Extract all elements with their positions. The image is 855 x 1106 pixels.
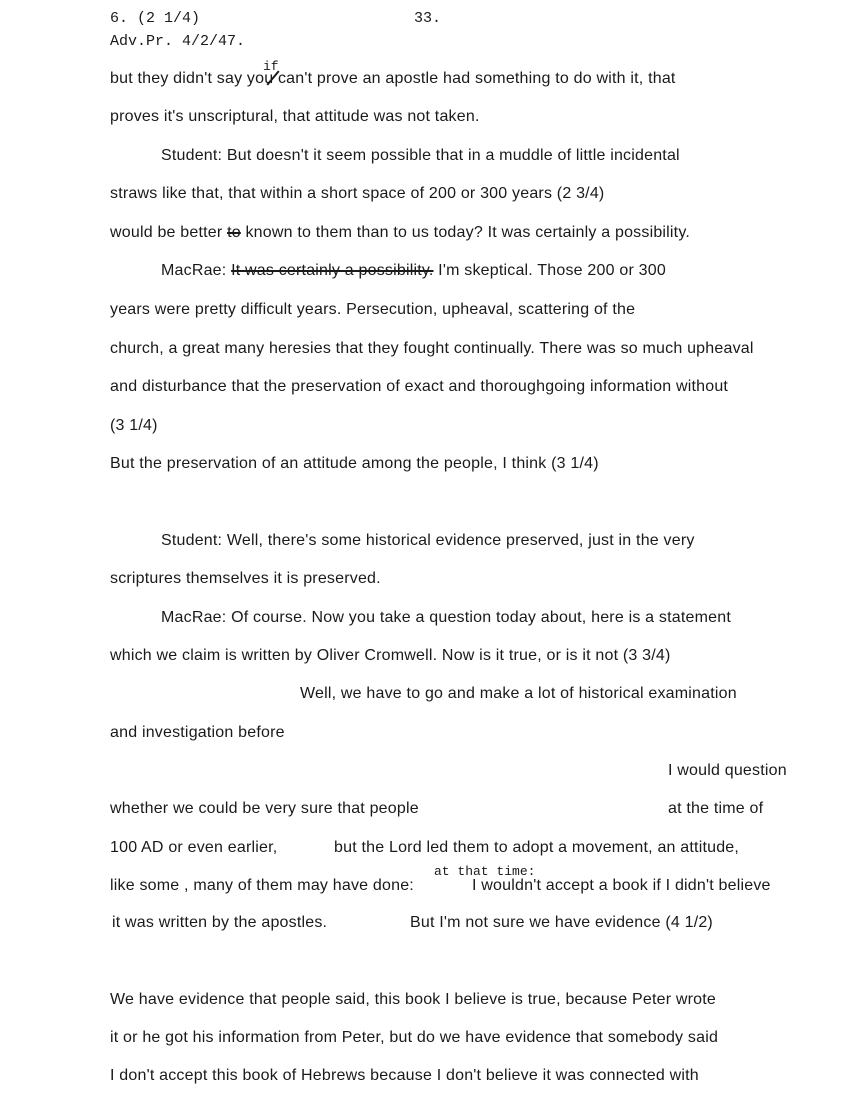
text-line: and disturbance that the preservation of exact and thoroughgoing information without (110, 378, 729, 395)
text-segment: would be better (110, 224, 223, 241)
text-line: But I'm not sure we have evidence (4 1/2) (410, 914, 713, 931)
text-line: years were pretty difficult years. Persecution, upheaval, scattering of the (110, 301, 636, 318)
page-number: 33. (414, 10, 442, 27)
handwritten-insertion: at that time: (434, 864, 536, 879)
document-reference: Adv.Pr. 4/2/47. (110, 33, 246, 50)
text-line: but the Lord led them to adopt a movement, an attitude, (334, 839, 740, 856)
text-line: church, a great many heresies that they fought continually. There was so much upheaval (110, 340, 754, 357)
text-line: whether we could be very sure that people (110, 800, 419, 817)
text-line: I would question (668, 762, 787, 779)
speaker-label: MacRae: (161, 262, 227, 279)
text-line: at the time of (668, 800, 764, 817)
section-label: 6. (2 1/4) (110, 10, 201, 27)
text-line: We have evidence that people said, this book I believe is true, because Peter wrote (110, 991, 716, 1008)
text-line: (3 1/4) (110, 417, 158, 434)
text-line: I wouldn't accept a book if I didn't believe (472, 877, 771, 894)
text-segment: I'm skeptical. Those 200 or 300 (438, 262, 666, 279)
struck-text: to (227, 224, 241, 241)
text-line: Student: But doesn't it seem possible that in a muddle of little incidental (161, 147, 680, 164)
text-line: But the preservation of an attitude among the people, I think (3 1/4) (110, 455, 599, 472)
text-line: but they didn't say you can't prove an apostle had something to do with it, that (110, 70, 676, 87)
text-line: it was written by the apostles. (112, 914, 328, 931)
text-line: which we claim is written by Oliver Cromwell. Now is it true, or is it not (3 3/4) (110, 647, 671, 664)
text-line (110, 224, 690, 242)
text-segment: known to them than to us today? It was certainly a possibility. (245, 224, 690, 241)
struck-text: It was certainly a possibility. (231, 262, 434, 279)
text-line: like some , many of them may have done: (110, 877, 414, 894)
text-line: and investigation before (110, 724, 285, 741)
text-line: straws like that, that within a short space of 200 or 300 years (2 3/4) (110, 185, 605, 202)
text-line: Well, we have to go and make a lot of historical examination (300, 685, 737, 702)
text-line (161, 262, 666, 280)
text-line: proves it's unscriptural, that attitude was not taken. (110, 108, 480, 125)
text-line: scriptures themselves it is preserved. (110, 570, 381, 587)
text-line: 100 AD or even earlier, (110, 839, 278, 856)
text-line: it or he got his information from Peter, but do we have evidence that somebody said (110, 1029, 719, 1046)
text-line: MacRae: Of course. Now you take a question today about, here is a statement (161, 609, 731, 626)
text-line: Student: Well, there's some historical evidence preserved, just in the very (161, 532, 695, 549)
text-line: I don't accept this book of Hebrews because I don't believe it was connected with (110, 1067, 699, 1084)
handwritten-insertion: if (263, 59, 279, 74)
